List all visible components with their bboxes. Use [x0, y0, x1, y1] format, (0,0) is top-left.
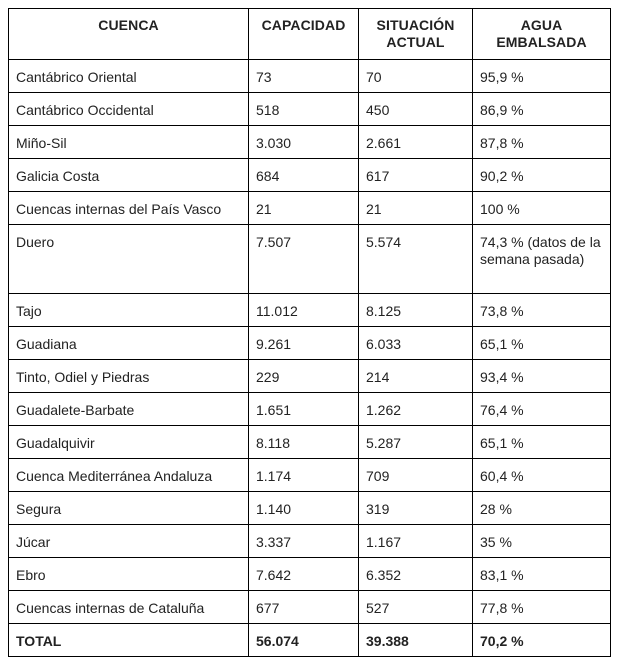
cell-situacion: 70 — [359, 60, 473, 93]
cell-cuenca: Ebro — [9, 558, 249, 591]
cell-situacion: 8.125 — [359, 294, 473, 327]
cell-agua: 65,1 % — [473, 426, 611, 459]
table-row — [9, 558, 611, 591]
cell-capacidad: 677 — [249, 591, 359, 624]
header-capacidad: CAPACIDAD — [249, 9, 359, 60]
cell-cuenca: Cantábrico Occidental — [9, 93, 249, 126]
cell-agua: 100 % — [473, 192, 611, 225]
table-row — [9, 93, 611, 126]
cell-capacidad: 684 — [249, 159, 359, 192]
table-row — [9, 327, 611, 360]
cell-capacidad: 7.642 — [249, 558, 359, 591]
cell-situacion: 1.262 — [359, 393, 473, 426]
cell-situacion: 2.661 — [359, 126, 473, 159]
table-row — [9, 426, 611, 459]
reservoir-table — [8, 8, 611, 657]
cell-cuenca: Tinto, Odiel y Piedras — [9, 360, 249, 393]
table-row — [9, 192, 611, 225]
cell-capacidad: 7.507 — [249, 225, 359, 294]
cell-agua: 35 % — [473, 525, 611, 558]
cell-capacidad: 518 — [249, 93, 359, 126]
cell-situacion: 5.574 — [359, 225, 473, 294]
cell-cuenca: Miño-Sil — [9, 126, 249, 159]
cell-situacion: 527 — [359, 591, 473, 624]
cell-agua: 93,4 % — [473, 360, 611, 393]
cell-cuenca: Guadiana — [9, 327, 249, 360]
table-header — [9, 9, 611, 60]
total-situacion: 39.388 — [359, 624, 473, 657]
cell-agua: 65,1 % — [473, 327, 611, 360]
table-row — [9, 360, 611, 393]
cell-capacidad: 8.118 — [249, 426, 359, 459]
cell-situacion: 6.352 — [359, 558, 473, 591]
cell-capacidad: 1.140 — [249, 492, 359, 525]
header-row — [9, 9, 611, 60]
cell-agua: 86,9 % — [473, 93, 611, 126]
header-situacion: SITUACIÓN ACTUAL — [359, 9, 473, 60]
table-row — [9, 225, 611, 294]
table-row — [9, 294, 611, 327]
cell-situacion: 709 — [359, 459, 473, 492]
table-row — [9, 159, 611, 192]
cell-agua: 87,8 % — [473, 126, 611, 159]
cell-cuenca: Cantábrico Oriental — [9, 60, 249, 93]
cell-capacidad: 3.030 — [249, 126, 359, 159]
cell-situacion: 214 — [359, 360, 473, 393]
total-capacidad: 56.074 — [249, 624, 359, 657]
table-row — [9, 591, 611, 624]
cell-cuenca: Júcar — [9, 525, 249, 558]
total-row — [9, 624, 611, 657]
cell-situacion: 5.287 — [359, 426, 473, 459]
cell-cuenca: Guadalquivir — [9, 426, 249, 459]
cell-capacidad: 1.174 — [249, 459, 359, 492]
cell-agua: 83,1 % — [473, 558, 611, 591]
cell-cuenca: Guadalete-Barbate — [9, 393, 249, 426]
cell-agua: 28 % — [473, 492, 611, 525]
table-row — [9, 60, 611, 93]
cell-capacidad: 1.651 — [249, 393, 359, 426]
cell-agua: 76,4 % — [473, 393, 611, 426]
cell-agua: 60,4 % — [473, 459, 611, 492]
cell-situacion: 21 — [359, 192, 473, 225]
cell-capacidad: 73 — [249, 60, 359, 93]
cell-agua: 77,8 % — [473, 591, 611, 624]
cell-capacidad: 229 — [249, 360, 359, 393]
cell-situacion: 617 — [359, 159, 473, 192]
cell-capacidad: 3.337 — [249, 525, 359, 558]
table-row — [9, 393, 611, 426]
cell-cuenca: Tajo — [9, 294, 249, 327]
cell-cuenca: Cuencas internas de Cataluña — [9, 591, 249, 624]
header-agua: AGUA EMBALSADA — [473, 9, 611, 60]
total-label: TOTAL — [9, 624, 249, 657]
table-body — [9, 60, 611, 657]
cell-agua: 74,3 % (datos de la semana pasada) — [473, 225, 611, 294]
table-row — [9, 525, 611, 558]
cell-situacion: 6.033 — [359, 327, 473, 360]
table-row — [9, 459, 611, 492]
cell-cuenca: Cuencas internas del País Vasco — [9, 192, 249, 225]
cell-cuenca: Duero — [9, 225, 249, 294]
cell-situacion: 1.167 — [359, 525, 473, 558]
cell-cuenca: Cuenca Mediterránea Andaluza — [9, 459, 249, 492]
cell-capacidad: 11.012 — [249, 294, 359, 327]
cell-cuenca: Segura — [9, 492, 249, 525]
cell-agua: 90,2 % — [473, 159, 611, 192]
total-agua: 70,2 % — [473, 624, 611, 657]
cell-agua: 73,8 % — [473, 294, 611, 327]
cell-situacion: 319 — [359, 492, 473, 525]
cell-capacidad: 21 — [249, 192, 359, 225]
table-row — [9, 492, 611, 525]
cell-situacion: 450 — [359, 93, 473, 126]
table-row — [9, 126, 611, 159]
cell-cuenca: Galicia Costa — [9, 159, 249, 192]
header-cuenca: CUENCA — [9, 9, 249, 60]
cell-agua: 95,9 % — [473, 60, 611, 93]
cell-capacidad: 9.261 — [249, 327, 359, 360]
